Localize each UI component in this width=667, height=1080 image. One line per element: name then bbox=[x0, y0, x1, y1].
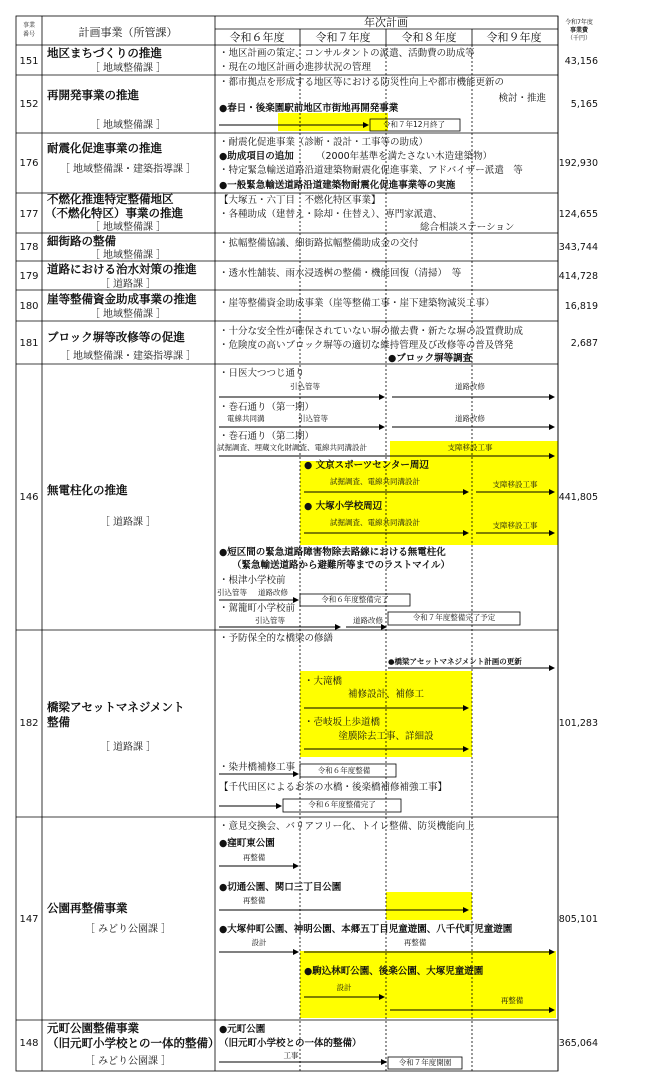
phase-label: 道路改修 bbox=[455, 414, 485, 423]
row-name: ブロック塀等改修等の促進 bbox=[47, 330, 185, 344]
row-dept: ［ 地域整備課 ］ bbox=[89, 63, 167, 74]
status-label: 令和６年度整備完了 bbox=[321, 595, 389, 604]
schedule-item: ・駕籠町小学校前 bbox=[219, 603, 296, 614]
schedule-item: 【大塚五・六丁目 不燃化特区事業】 bbox=[219, 195, 381, 206]
schedule-item: ●駒込林町公園、後楽公園、大塚児童遊園 bbox=[304, 966, 484, 977]
header-budget: 令和7年度 bbox=[565, 19, 593, 26]
row-dept: ［ 地域整備課 ］ bbox=[89, 222, 167, 233]
phase-label: 電線共同溝 bbox=[227, 414, 265, 423]
schedule-item: （緊急輸送道路から避難所等までのラストマイル） bbox=[232, 560, 451, 571]
row-budget: 192,930 bbox=[558, 158, 598, 169]
schedule-item: ・地区計画の策定、コンサルタントの派遣、活動費の助成等 bbox=[219, 48, 475, 59]
row-dept: ［ みどり公園課 ］ bbox=[84, 924, 172, 935]
phase-label: 再整備 bbox=[403, 938, 427, 947]
row-id: 146 bbox=[19, 492, 39, 503]
schedule-item: ・各種助成（建替え・除却・住替え）、専門家派遣、 bbox=[219, 209, 443, 220]
header-year-3: 令和８年度 bbox=[401, 31, 457, 44]
row-budget: 343,744 bbox=[558, 242, 598, 253]
row-budget: 43,156 bbox=[564, 56, 598, 67]
schedule-item: ●窪町東公園 bbox=[219, 838, 275, 849]
status-label: 令和７年度整備完了予定 bbox=[412, 613, 496, 622]
row-id: 151 bbox=[19, 56, 39, 67]
row-name: 地区まちづくりの推進 bbox=[47, 46, 162, 60]
phase-label: 支障移設工事 bbox=[492, 521, 538, 530]
schedule-item: ●助成項目の追加 bbox=[219, 151, 294, 162]
phase-label: 引込管等 bbox=[217, 588, 247, 597]
row-budget: 16,819 bbox=[564, 301, 598, 312]
schedule-item: ・危険度の高いブロック塀等の適切な維持管理及び改修等の普及啓発 bbox=[219, 340, 514, 351]
row-dept: ［ 地域整備課・建築指導課 ］ bbox=[59, 351, 197, 362]
phase-label: 工事 bbox=[283, 1051, 299, 1060]
svg-text:番号: 番号 bbox=[22, 31, 36, 38]
phase-label: 再整備 bbox=[500, 996, 524, 1005]
schedule-item: ・耐震化促進事業（診断・設計・工事等の助成） bbox=[219, 137, 429, 148]
row-name-line1: 橋梁アセットマネジメント bbox=[47, 700, 185, 714]
schedule-item: 総合相談ステーション bbox=[420, 222, 515, 233]
schedule-item: ・十分な安全性が確保されていない塀の撤去費・新たな塀の設置費助成 bbox=[219, 326, 524, 337]
row-dept: ［ 地域整備課 ］ bbox=[89, 250, 167, 261]
row-dept: ［ 道路課 ］ bbox=[99, 279, 157, 290]
schedule-item: ●短区間の緊急道路障害物除去路線における無電柱化 bbox=[219, 547, 446, 558]
schedule-item: ・大滝橋 bbox=[304, 676, 343, 687]
table-header bbox=[23, 15, 593, 44]
phase-label: 塗膜除去工事、詳細設 bbox=[338, 731, 434, 742]
row-id: 176 bbox=[19, 158, 39, 169]
header-year-2: 令和７年度 bbox=[315, 31, 371, 44]
schedule-item: ●一般緊急輸送道路沿道建築物耐震化促進事業等の実施 bbox=[219, 180, 456, 191]
row-name: 崖等整備資金助成事業の推進 bbox=[47, 292, 197, 306]
schedule-item: 【千代田区によるお茶の水橋・後楽橋補修補強工事】 bbox=[219, 782, 448, 793]
phase-label: 支障移設工事 bbox=[492, 480, 538, 489]
row-dept: ［ 地域整備課・建築指導課 ］ bbox=[59, 164, 197, 175]
schedule-item: ・意見交換会、バリアフリー化、トイレ整備、防災機能向上 bbox=[219, 821, 475, 832]
schedule-item: ● 大塚小学校周辺 bbox=[304, 501, 383, 512]
schedule-item: ・根津小学校前 bbox=[219, 575, 286, 586]
row-budget: 124,655 bbox=[558, 209, 598, 220]
row-name: 無電柱化の推進 bbox=[47, 483, 128, 497]
row-name-line2: （旧元町小学校との一体的整備） bbox=[47, 1036, 220, 1050]
schedule-item: ・壱岐坂上歩道橋 bbox=[304, 717, 381, 728]
status-label: 令和６年度整備 bbox=[317, 766, 371, 775]
row-dept: ［ 地域整備課 ］ bbox=[89, 309, 167, 320]
phase-label: 試掘調査、電線共同溝設計 bbox=[330, 477, 420, 486]
header-year-4: 令和９年度 bbox=[486, 31, 542, 44]
phase-label: 引込管等 bbox=[255, 616, 285, 625]
row-id: 152 bbox=[19, 99, 39, 110]
schedule-item: ●ブロック塀等調査 bbox=[388, 353, 473, 364]
phase-label: 設計 bbox=[251, 938, 267, 947]
phase-label: 支障移設工事 bbox=[447, 443, 493, 452]
row-id: 148 bbox=[19, 1038, 39, 1049]
row-budget: 805,101 bbox=[558, 914, 598, 925]
schedule-item: ・都市拠点を形成する地区等における防災性向上や都市機能更新の bbox=[219, 77, 505, 88]
schedule-item: ●春日・後楽園駅前地区市街地再開発事業 bbox=[219, 103, 399, 114]
schedule-item: ● 文京スポーツセンター周辺 bbox=[304, 460, 429, 471]
phase-label: 再整備 bbox=[242, 853, 266, 862]
highlight-152 bbox=[278, 113, 388, 131]
header-year-1: 令和６年度 bbox=[229, 31, 285, 44]
phase-label: 道路改修 bbox=[353, 616, 383, 625]
schedule-item: ・透水性舗装、雨水浸透桝の整備・機能回復（清掃） 等 bbox=[219, 268, 462, 279]
schedule bbox=[217, 47, 546, 1067]
phase-label: 試掘調査、埋蔵文化財調査、電線共同溝設計 bbox=[217, 443, 367, 452]
status-label: 令和７年12月終了 bbox=[382, 120, 446, 129]
schedule-item: ・現在の地区計画の進捗状況の管理 bbox=[219, 62, 372, 73]
phase-label: 引込管等 bbox=[290, 382, 320, 391]
schedule-item: ・特定緊急輸送道路沿道建築物耐震化促進事業、アドバイザー派遣 等 bbox=[219, 165, 523, 176]
row-name: 細街路の整備 bbox=[47, 234, 116, 248]
row-id: 177 bbox=[19, 209, 39, 220]
row-name: 道路における治水対策の推進 bbox=[47, 262, 197, 276]
phase-label: 道路改修 bbox=[258, 588, 288, 597]
schedule-item: ・巻石通り（第一期） bbox=[219, 402, 315, 413]
schedule-item: 検討・推進 bbox=[498, 93, 546, 104]
row-name: 公園再整備事業 bbox=[47, 901, 128, 915]
phase-label: 再整備 bbox=[242, 896, 266, 905]
row-dept: ［ みどり公園課 ］ bbox=[84, 1056, 172, 1067]
header-project: 計画事業（所管課） bbox=[78, 26, 178, 39]
svg-text:事業費: 事業費 bbox=[569, 27, 589, 34]
phase-label: 補修設計、補修工 bbox=[347, 689, 425, 700]
schedule-item: ・染井橋補修工事 bbox=[219, 762, 296, 773]
row-id: 147 bbox=[19, 914, 39, 925]
row-name: 再開発事業の推進 bbox=[47, 88, 139, 102]
header-no: 事業 bbox=[22, 22, 36, 29]
schedule-item: （2000年基準を満たさない木造建築物） bbox=[316, 151, 493, 162]
row-budget: 101,283 bbox=[558, 718, 598, 729]
row-budget: 441,805 bbox=[558, 492, 598, 503]
row-name-line1: 不燃化推進特定整備地区 bbox=[47, 192, 174, 206]
schedule-item: ●元町公園 bbox=[219, 1024, 266, 1035]
schedule-item: ●橋梁アセットマネジメント計画の更新 bbox=[388, 657, 522, 666]
row-id: 181 bbox=[19, 338, 39, 349]
row-id: 179 bbox=[19, 271, 39, 282]
row-id: 178 bbox=[19, 242, 39, 253]
schedule-item: ●大塚仲町公園、神明公園、本郷五丁目児童遊園、八千代町児童遊園 bbox=[219, 924, 513, 935]
header-annual: 年次計画 bbox=[364, 16, 408, 29]
schedule-item: ・崖等整備資金助成事業（崖等整備工事・崖下建築物減災工事） bbox=[219, 298, 495, 309]
row-dept: ［ 地域整備課 ］ bbox=[89, 120, 167, 131]
schedule-item: ・日医大つつじ通り bbox=[219, 368, 305, 379]
phase-label: 道路改修 bbox=[455, 382, 485, 391]
svg-text:（千円）: （千円） bbox=[566, 35, 592, 42]
row-budget: 5,165 bbox=[570, 99, 598, 110]
row-id: 180 bbox=[19, 301, 39, 312]
row-dept: ［ 道路課 ］ bbox=[99, 517, 157, 528]
schedule-item: ●切通公園、関口三丁目公園 bbox=[219, 882, 342, 893]
row-dept: ［ 道路課 ］ bbox=[99, 742, 157, 753]
row-budget: 365,064 bbox=[558, 1038, 598, 1049]
phase-label: 試掘調査、電線共同溝設計 bbox=[330, 518, 420, 527]
status-label: 令和６年度整備完了 bbox=[308, 800, 376, 809]
status-label: 令和７年度開園 bbox=[398, 1058, 452, 1067]
row-budget: 414,728 bbox=[558, 271, 598, 282]
row-name-line2: （不燃化特区）事業の推進 bbox=[45, 206, 183, 220]
phase-label: 設計 bbox=[336, 983, 352, 992]
schedule-item: ・予防保全的な橋梁の修繕 bbox=[219, 633, 334, 644]
row-name-line2: 整備 bbox=[47, 715, 70, 729]
phase-label: 引込管等 bbox=[298, 414, 328, 423]
schedule-item: ・拡幅整備協議、細街路拡幅整備助成金の交付 bbox=[219, 238, 419, 249]
row-id: 182 bbox=[19, 718, 39, 729]
highlight-147-a bbox=[386, 892, 472, 920]
row-name-line1: 元町公園整備事業 bbox=[47, 1021, 139, 1035]
row-name: 耐震化促進事業の推進 bbox=[47, 141, 162, 155]
schedule-item: （旧元町小学校との一体的整備） bbox=[219, 1038, 362, 1049]
schedule-item: ・巻石通り（第二期） bbox=[219, 431, 315, 442]
row-budget: 2,687 bbox=[570, 338, 598, 349]
